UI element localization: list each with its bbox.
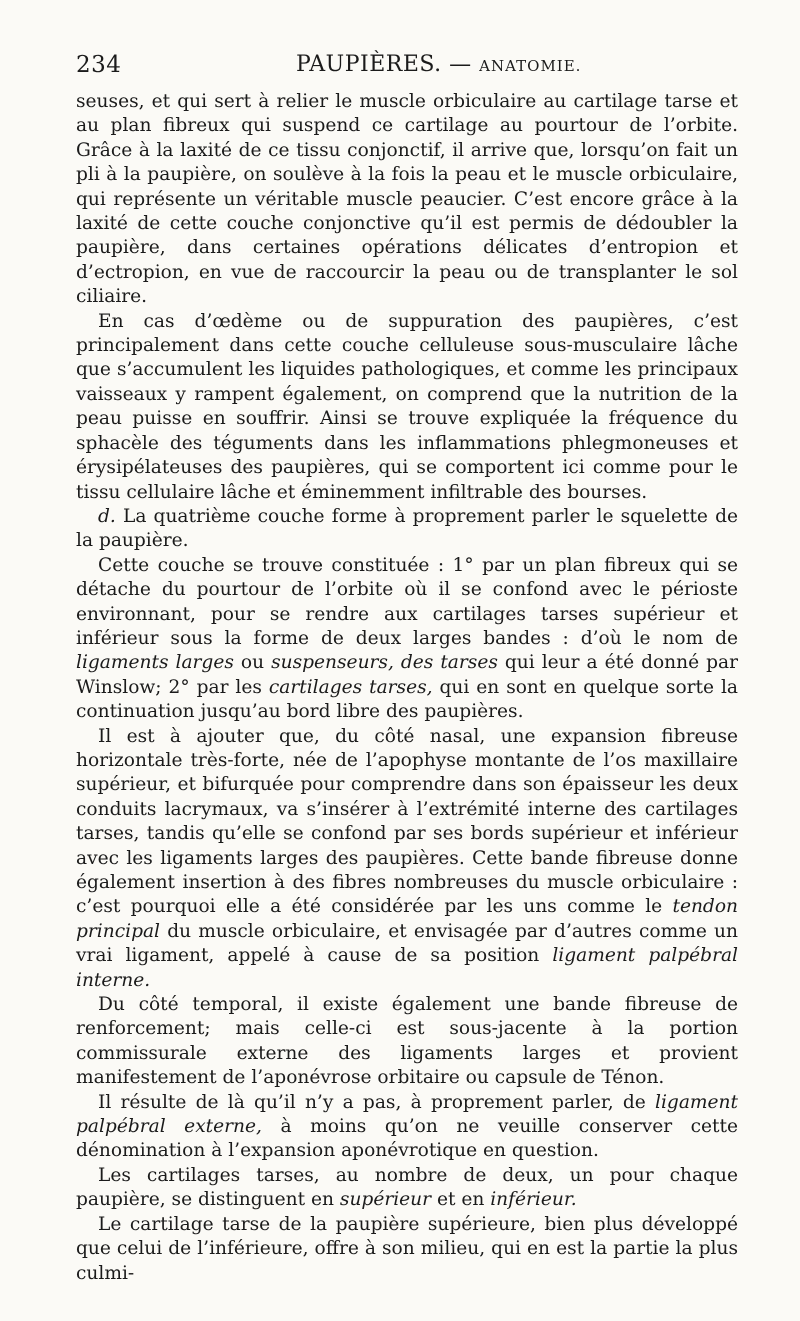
paragraph — [76, 90, 738, 310]
text-run: Le cartilage tarse de la paupière supérieure, bien plus développé que celui de l’inférieure, offre à son milieu, qui en est la partie la plus culmi- — [76, 1213, 738, 1284]
italic-text: tendon principal — [76, 896, 738, 942]
italic-text: supérieur — [339, 1189, 432, 1211]
italic-text: d. — [98, 505, 116, 527]
paragraph — [76, 1091, 738, 1164]
text-run: En cas d’œdème ou de suppuration des paupières, c’est principalement dans cette couche celluleuse sous-musculaire lâche que s’accumulent les liquides pathologiques, et comme les principaux vaisseaux y rampent également, on comprend que la nutrition de la peau puisse en souffrir. Ainsi se trouve expliquée la fréquence du sphacèle des téguments dans les inflammations phlegmoneuses et érysipélateuses des paupières, qui se comportent ici comme pour le tissu cellulaire lâche et éminemment infiltrable des bourses. — [76, 310, 738, 503]
text-run: à moins qu’on ne veuille conserver cette dénomination à l’expansion aponévrotique en question. — [76, 1116, 738, 1162]
running-title — [296, 52, 581, 77]
text-run: et en — [431, 1189, 491, 1211]
body-text — [76, 90, 738, 1286]
paragraph — [76, 993, 738, 1091]
running-title-dash: — — [449, 52, 472, 77]
paragraph — [76, 725, 738, 993]
text-run: qui en sont en quelque sorte la continuation jusqu’au bord libre des paupières. — [76, 676, 738, 723]
page-header — [76, 52, 738, 86]
italic-text: ligament palpébral externe, — [76, 1091, 738, 1138]
text-run: du muscle orbiculaire, et envisagée par d’autres comme un vrai ligament, appelé à cause de sa position — [76, 920, 738, 967]
running-title-main: PAUPIÈRES. — [296, 52, 442, 77]
italic-text: inférieur. — [490, 1189, 577, 1211]
paragraph — [76, 505, 738, 554]
paragraph — [76, 1164, 738, 1213]
text-run: Du côté temporal, il existe également une bande fibreuse de renforcement; mais celle-ci est sous-jacente à la portion commissurale externe des ligaments larges et provient manifestement de l’aponévrose orbitaire ou capsule de Ténon. — [76, 994, 738, 1089]
italic-text: suspenseurs, des tarses — [271, 652, 498, 674]
page-number: 234 — [76, 52, 122, 78]
paragraph — [76, 554, 738, 725]
text-run: qui leur a été donné par Winslow; 2° par les — [76, 652, 739, 698]
italic-text: ligaments larges — [76, 652, 234, 674]
text-run: Il est à ajouter que, du côté nasal, une expansion fibreuse horizontale très-forte, née de l’apophyse montante de l’os maxillaire supérieur, et bifurquée pour comprendre dans son épaisseur les deux conduits lacrymaux, va s’insérer à l’extrémité interne des cartilages tarses, tandis qu’elle se confond par ses bords supérieur et inférieur avec les ligaments larges des paupières. Cette bande fibreuse donne également insertion à des fibres nombreuses du muscle orbiculaire : c’est pourquoi elle a été considérée par les uns comme le — [76, 725, 738, 918]
text-run: Il résulte de là qu’il n’y a pas, à proprement parler, de — [98, 1091, 656, 1113]
text-run: La quatrième couche forme à proprement parler le squelette de la paupière. — [76, 505, 738, 552]
italic-text: cartilages tarses, — [268, 676, 433, 698]
text-run: ou — [233, 652, 272, 674]
text-run: Cette couche se trouve constituée : 1° par un plan fibreux qui se détache du pourtour de l’orbite où il se confond avec le périoste environnant, pour se rendre aux cartilages tarses supérieur et inférieur sous la forme de deux larges bandes : d’où le nom de — [76, 554, 738, 649]
italic-text: ligament palpébral interne. — [76, 945, 738, 991]
paragraph — [76, 1213, 738, 1286]
running-title-section: ANATOMIE. — [479, 57, 582, 75]
paragraph — [76, 310, 738, 505]
text-run: Les cartilages tarses, au nombre de deux, un pour chaque paupière, se distinguent en — [76, 1164, 738, 1211]
text-run: seuses, et qui sert à relier le muscle orbiculaire au cartilage tarse et au plan fibreux qui suspend ce cartilage au pourtour de l’orbite. Grâce à la laxité de ce tissu conjonctif, il arrive que, lorsqu’on fait un pli à la paupière, on soulève à la fois la peau et le muscle orbiculaire, qui représente un véritable muscle peaucier. C’est encore grâce à la laxité de cette couche conjonctive qu’il est permis de dédoubler la paupière, dans certaines opérations délicates d’entropion et d’ectropion, en vue de raccourcir la peau ou de transplanter le sol ciliaire. — [76, 91, 738, 308]
